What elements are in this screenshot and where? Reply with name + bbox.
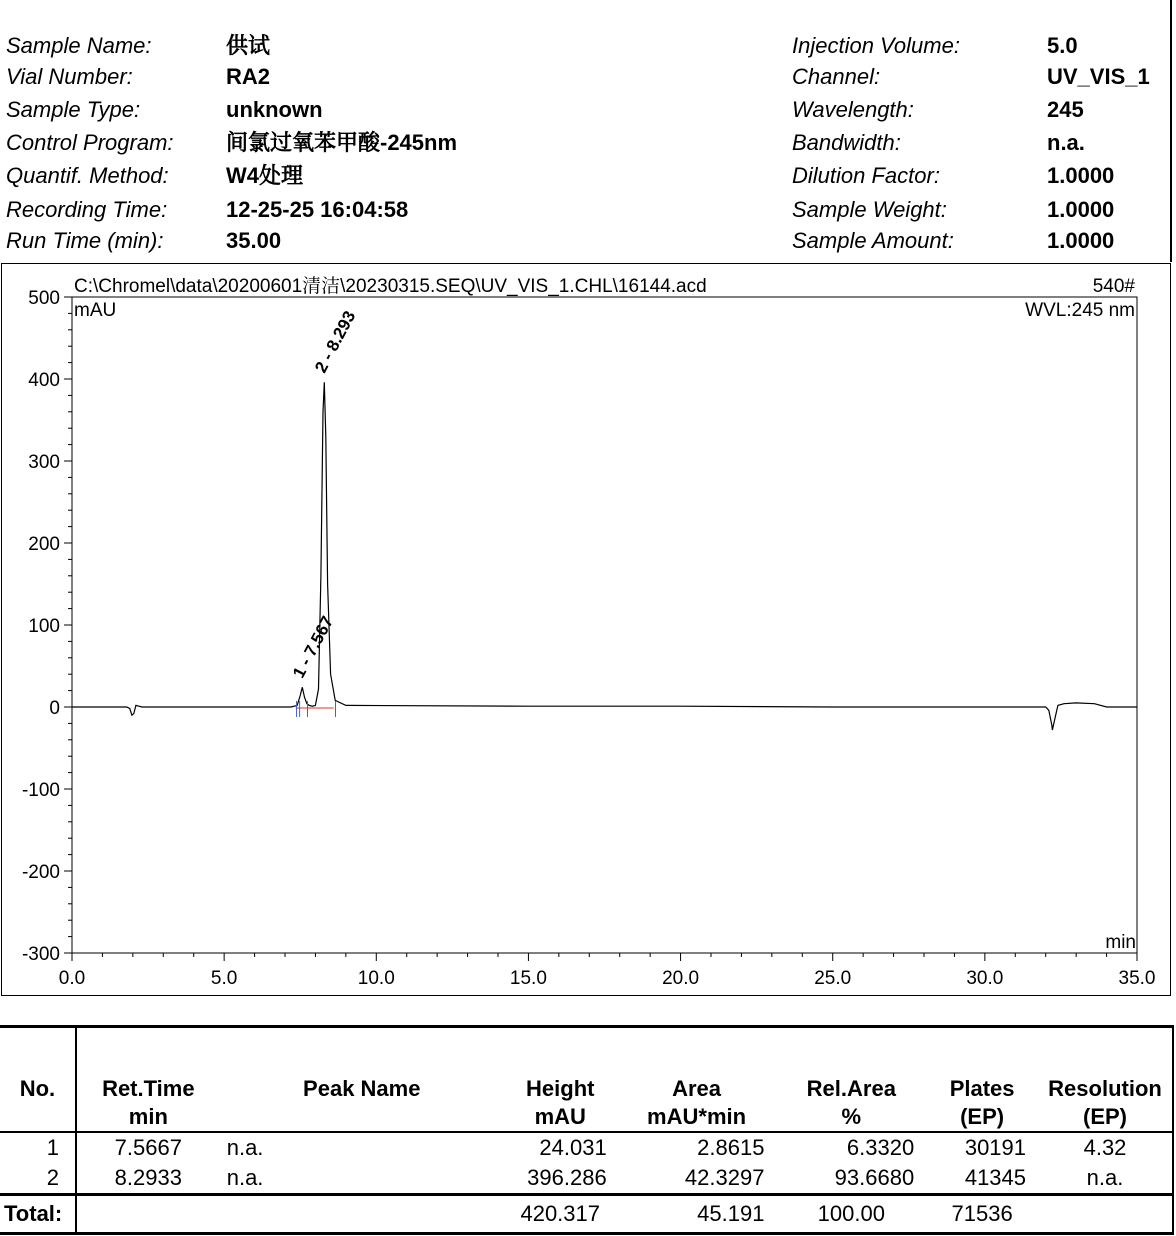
peak-table bbox=[0, 1025, 1174, 1235]
left-meta-label: Sample Name: bbox=[6, 33, 152, 58]
table-row bbox=[0, 1163, 1173, 1195]
left-meta-value: RA2 bbox=[226, 64, 271, 89]
column-header-unit bbox=[0, 1103, 75, 1131]
x-tick-label: 15.0 bbox=[509, 968, 547, 989]
column-header-title: No. bbox=[19, 1076, 56, 1101]
right-meta-label: Sample Weight: bbox=[792, 197, 947, 222]
total-cell: 71536 bbox=[926, 1195, 1038, 1234]
total-cell bbox=[76, 1195, 220, 1234]
table-cell: 30191 bbox=[964, 1135, 1027, 1160]
x-tick-label: 20.0 bbox=[662, 968, 700, 989]
column-header-title: Rel.Area bbox=[806, 1076, 896, 1101]
column-header bbox=[776, 1027, 926, 1133]
y-tick-label: 500 bbox=[28, 288, 60, 309]
total-cell bbox=[1038, 1195, 1173, 1234]
table-cell: n.a. bbox=[226, 1135, 264, 1160]
table-cell: 6.3320 bbox=[846, 1135, 915, 1160]
right-meta-value: UV_VIS_1 bbox=[1047, 64, 1150, 89]
column-header bbox=[0, 1027, 76, 1133]
column-header-unit: (EP) bbox=[1083, 1104, 1127, 1129]
peak-label: 2 - 8.293 bbox=[311, 307, 360, 376]
table-cell: 7.5667 bbox=[114, 1135, 182, 1160]
left-meta-label: Control Program: bbox=[6, 130, 174, 155]
column-header bbox=[76, 1027, 220, 1133]
right-meta-label: Channel: bbox=[792, 64, 881, 89]
column-header bbox=[220, 1027, 504, 1133]
table-cell: 2 bbox=[0, 1163, 76, 1195]
peak-label: 1 - 7.567 bbox=[288, 612, 338, 682]
column-header-title: Resolution bbox=[1048, 1076, 1162, 1101]
y-tick-label: -300 bbox=[21, 944, 60, 965]
right-meta-value: 1.0000 bbox=[1047, 197, 1115, 222]
y-tick-label: 100 bbox=[28, 616, 60, 637]
x-tick-label: 35.0 bbox=[1118, 968, 1156, 989]
total-cell bbox=[220, 1195, 504, 1234]
column-header-title: Plates bbox=[949, 1076, 1015, 1101]
table-total-row bbox=[0, 1195, 1173, 1234]
table-cell: 8.2933 bbox=[114, 1165, 182, 1190]
left-meta-value: unknown bbox=[226, 97, 323, 122]
right-meta-label: Sample Amount: bbox=[792, 228, 954, 253]
total-label: Total: bbox=[0, 1195, 76, 1234]
total-cell: 45.191 bbox=[617, 1195, 777, 1234]
table-cell: 1 bbox=[0, 1132, 76, 1163]
right-meta-label: Bandwidth: bbox=[792, 130, 901, 155]
right-meta-value: n.a. bbox=[1047, 130, 1085, 155]
wavelength-label: WVL:245 nm bbox=[1025, 300, 1135, 321]
column-header bbox=[504, 1027, 617, 1133]
left-meta-label: Recording Time: bbox=[6, 197, 168, 222]
table-cell: 42.3297 bbox=[684, 1165, 765, 1190]
plot-frame bbox=[72, 297, 1137, 953]
right-meta-value: 1.0000 bbox=[1047, 163, 1115, 188]
left-meta-value: 间氯过氧苯甲酸-245nm bbox=[226, 130, 458, 155]
column-header-title: Peak Name bbox=[303, 1076, 421, 1101]
column-header-unit: mAU*min bbox=[647, 1104, 747, 1129]
right-meta-value: 1.0000 bbox=[1047, 228, 1115, 253]
table-cell: 4.32 bbox=[1038, 1132, 1173, 1163]
column-header-title: Area bbox=[672, 1076, 722, 1101]
column-header-title: Ret.Time bbox=[102, 1076, 195, 1101]
table-cell: n.a. bbox=[1038, 1163, 1173, 1195]
total-cell: 100.00 bbox=[776, 1195, 926, 1234]
table-cell: 93.6680 bbox=[834, 1165, 915, 1190]
table-row bbox=[0, 1132, 1173, 1163]
x-tick-label: 10.0 bbox=[357, 968, 395, 989]
table-cell: 396.286 bbox=[527, 1165, 607, 1190]
x-tick-label: 30.0 bbox=[966, 968, 1004, 989]
y-tick-label: 200 bbox=[28, 534, 60, 555]
column-header-unit bbox=[220, 1103, 504, 1131]
right-meta-value: 245 bbox=[1047, 97, 1084, 122]
record-id: 540# bbox=[1092, 276, 1135, 297]
y-tick-label: 0 bbox=[49, 698, 60, 719]
table-cell: n.a. bbox=[226, 1165, 264, 1190]
left-meta-value: W4处理 bbox=[226, 163, 304, 188]
right-meta-label: Wavelength: bbox=[792, 97, 914, 122]
total-cell: 420.317 bbox=[504, 1195, 617, 1234]
table-cell: 24.031 bbox=[539, 1135, 607, 1160]
column-header bbox=[926, 1027, 1038, 1133]
x-tick-label: 0.0 bbox=[58, 968, 86, 989]
left-meta-label: Sample Type: bbox=[6, 97, 141, 122]
peak-table-section bbox=[0, 1025, 1174, 1230]
left-meta-label: Vial Number: bbox=[6, 64, 133, 89]
x-tick-label: 5.0 bbox=[210, 968, 238, 989]
y-axis-unit: mAU bbox=[74, 300, 117, 321]
left-meta-value: 供试 bbox=[226, 33, 271, 58]
file-path: C:\Chromel\data\20200601清洁\20230315.SEQ\UV_VIS_1.CHL\16144.acd bbox=[74, 276, 707, 297]
left-meta-label: Quantif. Method: bbox=[6, 163, 169, 188]
column-header-unit: min bbox=[128, 1104, 168, 1129]
left-meta-value: 35.00 bbox=[226, 228, 282, 253]
x-tick-label: 25.0 bbox=[814, 968, 852, 989]
y-tick-label: 400 bbox=[28, 370, 60, 391]
column-header bbox=[617, 1027, 777, 1133]
column-header-unit: mAU bbox=[534, 1104, 586, 1129]
y-tick-label: -200 bbox=[21, 862, 60, 883]
chromatogram-trace bbox=[72, 382, 1137, 730]
y-tick-label: -100 bbox=[21, 780, 60, 801]
x-axis-unit: min bbox=[1105, 932, 1136, 953]
table-cell: 41345 bbox=[964, 1165, 1027, 1190]
right-meta-label: Dilution Factor: bbox=[792, 163, 940, 188]
peak-table-header bbox=[0, 1027, 1173, 1133]
column-header-unit: % bbox=[841, 1104, 862, 1129]
y-tick-label: 300 bbox=[28, 452, 60, 473]
right-meta-label: Injection Volume: bbox=[792, 33, 960, 58]
left-meta-label: Run Time (min): bbox=[6, 228, 164, 253]
column-header-title: Height bbox=[526, 1076, 595, 1101]
table-cell: 2.8615 bbox=[697, 1135, 765, 1160]
right-meta-value: 5.0 bbox=[1047, 33, 1078, 58]
column-header bbox=[1038, 1027, 1173, 1133]
column-header-unit: (EP) bbox=[960, 1104, 1005, 1129]
left-meta-value: 12-25-25 16:04:58 bbox=[226, 197, 409, 222]
